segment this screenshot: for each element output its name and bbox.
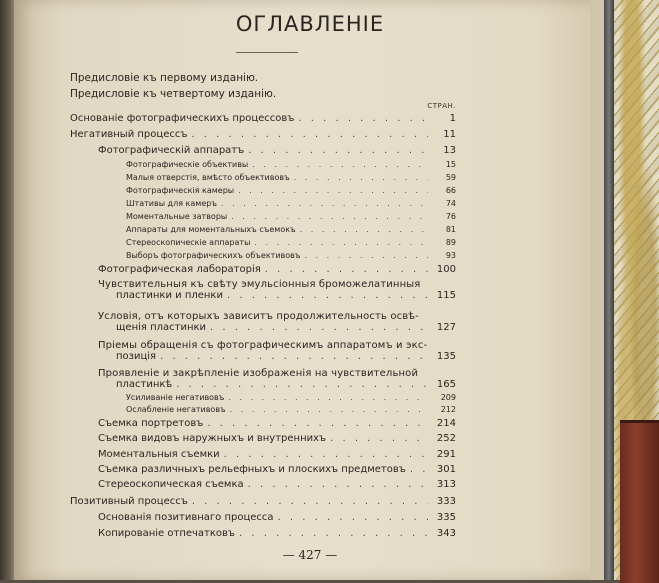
toc-entry-page: 93 — [445, 251, 456, 260]
toc-subentry — [126, 225, 456, 234]
toc-entry-title: Штативы для камеръ — [126, 199, 217, 208]
dot-leader — [294, 173, 428, 182]
toc-entry — [98, 264, 456, 275]
toc-entry-page: 214 — [436, 418, 456, 429]
dot-leader — [191, 129, 428, 140]
toc-entry-page: 11 — [443, 129, 456, 140]
leather-cover-corner — [620, 420, 659, 583]
toc-entry-title: Фотографическій аппаратъ — [98, 145, 245, 156]
toc-entry-title: Условія, отъ которыхъ зависитъ продолжительность освѣ- — [98, 311, 419, 322]
dot-leader — [230, 405, 428, 414]
toc-entry — [98, 433, 456, 444]
toc-entry-multiline — [98, 279, 456, 301]
toc-entry-title: Выборъ фотографическихъ объективовъ — [126, 251, 301, 260]
dot-leader — [278, 512, 428, 523]
toc-entry-page: 343 — [436, 528, 456, 539]
toc-subentry — [126, 199, 456, 208]
dot-leader — [207, 418, 428, 429]
toc-entry — [70, 129, 456, 140]
toc-entry — [98, 512, 456, 523]
toc-entry-title: Фотографическая лабораторія — [98, 264, 261, 275]
toc-entry — [98, 145, 456, 156]
toc-entry-title: Моментальные затворы — [126, 212, 228, 221]
toc-entry-page: 89 — [445, 238, 456, 247]
toc-entry — [70, 113, 456, 124]
toc-entry-title: Съемка различныхъ рельефныхъ и плоскихъ предметовъ — [98, 464, 406, 475]
toc-entry-page: 1 — [449, 113, 456, 124]
toc-entry — [98, 464, 456, 475]
toc-entry-title-cont: пластинки и пленки — [116, 290, 223, 301]
toc-entry-page: 127 — [436, 322, 456, 333]
toc-subentry — [126, 212, 456, 221]
toc-entry-title-cont: пластинкѣ — [116, 379, 173, 390]
toc-entry — [98, 528, 456, 539]
toc-entry-title: Копированіе отпечатковъ — [98, 528, 236, 539]
toc-entry-title: Проявленіе и закрѣпленіе изображенія на чувствительной — [98, 368, 419, 379]
toc-subentry — [126, 405, 456, 414]
toc-entry-page: 291 — [436, 449, 456, 460]
toc-entry-page: 59 — [445, 173, 456, 182]
dot-leader — [252, 160, 428, 169]
toc-entry-title: Фотографическіе объективы — [126, 160, 249, 169]
toc-entry-page: 100 — [436, 264, 456, 275]
dot-leader — [227, 290, 428, 301]
toc-entry — [70, 496, 456, 507]
preface-fourth-edition: Предисловіе къ четвертому изданію. — [70, 88, 277, 100]
dot-leader — [210, 322, 428, 333]
toc-entry-page: 209 — [440, 393, 456, 402]
page-number: — 427 — — [282, 548, 338, 562]
dot-leader — [239, 528, 428, 539]
book-cover-edge — [0, 0, 14, 580]
toc-entry-title: Основаніе фотографическихъ процессовъ — [70, 113, 295, 124]
toc-entry-title-cont: щенія пластинки — [116, 322, 207, 333]
toc-subentry — [126, 160, 456, 169]
toc-entry-page: 252 — [436, 433, 456, 444]
toc-entry-page: 81 — [445, 225, 456, 234]
dot-leader — [231, 212, 428, 221]
dot-leader — [248, 145, 428, 156]
toc-subentry — [126, 238, 456, 247]
dot-leader — [176, 379, 428, 390]
dot-leader — [228, 393, 428, 402]
toc-entry — [98, 479, 456, 490]
toc-subentry — [126, 393, 456, 402]
toc-entry-title: Стереоскопическіе аппараты — [126, 238, 251, 247]
toc-entry-page: 15 — [445, 160, 456, 169]
toc-entry-multiline — [98, 311, 456, 333]
toc-entry-title-cont: позиція — [116, 351, 157, 362]
dot-leader — [238, 186, 428, 195]
dot-leader — [265, 264, 428, 275]
toc-entry-multiline — [98, 368, 456, 390]
toc-entry-title: Малыя отверстія, вмѣсто объективовъ — [126, 173, 290, 182]
book-spine — [604, 0, 614, 580]
toc-entry-page: 333 — [436, 496, 456, 507]
page-edges — [590, 0, 604, 580]
toc-entry-title: Фотографическія камеры — [126, 186, 235, 195]
dot-leader — [160, 351, 428, 362]
toc-entry-title: Основанія позитивнаго процесса — [98, 512, 274, 523]
preface-first-edition: Предисловіе къ первому изданію. — [70, 72, 259, 84]
toc-entry-title: Аппараты для моментальныхъ съемокъ — [126, 225, 296, 234]
dot-leader — [254, 238, 428, 247]
toc-entry — [98, 418, 456, 429]
toc-entry-page: 135 — [436, 351, 456, 362]
dot-leader — [330, 433, 428, 444]
dot-leader — [305, 251, 429, 260]
dot-leader — [298, 113, 428, 124]
page-column-label: СТРАН. — [427, 102, 456, 110]
toc-entry — [98, 449, 456, 460]
toc-entry-page: 74 — [445, 199, 456, 208]
toc-entry-title: Стереоскопическая съемка — [98, 479, 244, 490]
toc-subentry — [126, 251, 456, 260]
toc-subentry — [126, 173, 456, 182]
toc-entry-page: 76 — [445, 212, 456, 221]
toc-entry-page: 66 — [445, 186, 456, 195]
dot-leader — [221, 199, 428, 208]
dot-leader — [224, 449, 428, 460]
toc-entry-multiline — [98, 340, 456, 362]
dot-leader — [192, 496, 428, 507]
toc-entry-page: 115 — [436, 290, 456, 301]
dot-leader — [248, 479, 428, 490]
toc-entry-title: Съемка портретовъ — [98, 418, 204, 429]
toc-entry-page: 212 — [440, 405, 456, 414]
toc-entry-title: Позитивный процессъ — [70, 496, 188, 507]
toc-entry-title: Моментальныя съемки — [98, 449, 220, 460]
title-divider — [236, 52, 298, 53]
toc-entry-page: 13 — [443, 145, 456, 156]
toc-entry-page: 335 — [436, 512, 456, 523]
toc-entry-title: Усиливаніе негативовъ — [126, 393, 225, 402]
page-title: ОГЛАВЛЕНІЕ — [235, 12, 385, 36]
dot-leader — [410, 464, 428, 475]
toc-entry-page: 313 — [436, 479, 456, 490]
book-page — [14, 0, 606, 580]
toc-entry-title: Негативный процессъ — [70, 129, 188, 140]
toc-entry-title: Чувствительныя къ свѣту эмульсіонныя броможелатинныя — [98, 279, 421, 290]
toc-entry-title: Ослабленіе негативовъ — [126, 405, 226, 414]
toc-entry-page: 301 — [436, 464, 456, 475]
toc-subentry — [126, 186, 456, 195]
toc-entry-page: 165 — [436, 379, 456, 390]
toc-entry-title: Съемка видовъ наружныхъ и внутреннихъ — [98, 433, 327, 444]
dot-leader — [300, 225, 428, 234]
toc-entry-title: Пріемы обращенія съ фотографическимъ аппаратомъ и экс- — [98, 340, 428, 351]
